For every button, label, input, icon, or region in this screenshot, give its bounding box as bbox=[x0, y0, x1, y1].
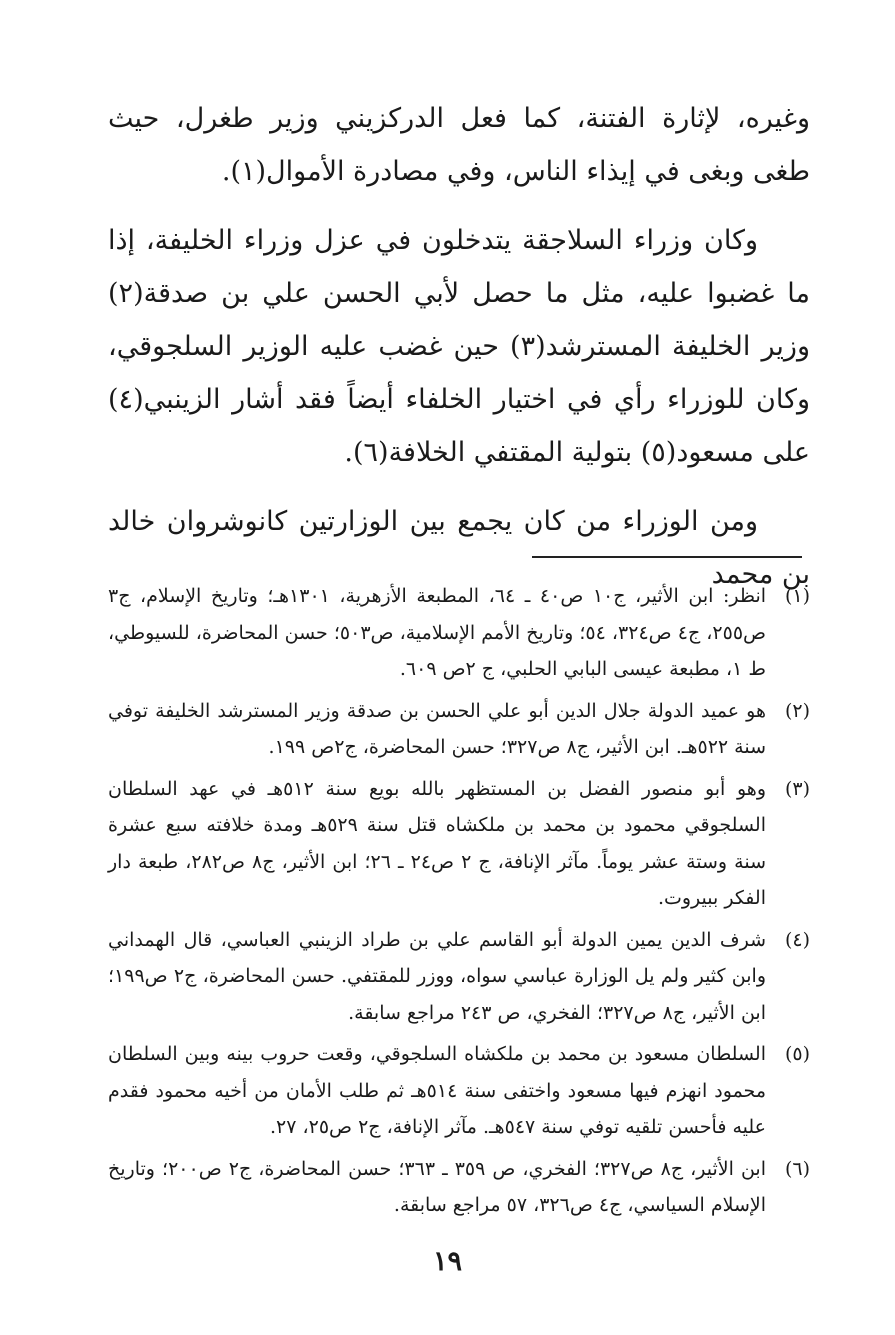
paragraph-3: ومن الوزراء من كان يجمع بين الوزارتين كانوشروان خالد بن محمد bbox=[108, 506, 810, 590]
footnote-1 bbox=[108, 578, 810, 688]
footnote-number: (٤) bbox=[784, 928, 810, 951]
paragraph-1: وغيره، لإثارة الفتنة، كما فعل الدركزيني وزير طغرل، حيث طغى وبغى في إيذاء الناس، وفي مصادرة الأموال(١). bbox=[108, 103, 810, 187]
footnote-3 bbox=[108, 771, 810, 917]
footnote-number: (٦) bbox=[784, 1157, 810, 1180]
footnote-number: (٢) bbox=[784, 699, 810, 722]
footnote-number: (٥) bbox=[784, 1043, 810, 1065]
footnote-text: هو عميد الدولة جلال الدين أبو علي الحسن بن صدقة وزير المسترشد الخليفة توفي سنة ٥٢٢هـ. ابن الأثير، ج٨ ص٣٢٧؛ حسن المحاضرة، ج٢ص ١٩٩. bbox=[108, 699, 766, 758]
footnote-number: (٣) bbox=[784, 777, 810, 800]
footnote-5 bbox=[108, 1036, 810, 1146]
footnotes bbox=[108, 578, 810, 1229]
footnote-2 bbox=[108, 693, 810, 766]
footnote-4 bbox=[108, 922, 810, 1032]
page-number: ١٩ bbox=[432, 1246, 462, 1277]
footnote-number: (١) bbox=[784, 585, 810, 607]
footnote-text: وهو أبو منصور الفضل بن المستظهر بالله بويع سنة ٥١٢هـ في عهد السلطان السلجوقي محمود بن محمد بن ملكشاه قتل سنة ٥٢٩هـ ومدة خلافته سبع عشرة سنة وستة عشر يوماً. مآثر الإنافة، ج ٢ ص٢٤ ـ ٢٦؛ ابن الأثير، ج٨ ص٢٨٢، طبعة دار الفكر ببيروت. bbox=[108, 777, 766, 909]
footnote-text: السلطان مسعود بن محمد بن ملكشاه السلجوقي، وقعت حروب بينه وبين السلطان محمود انهزم فيها مسعود واختفى سنة ٥١٤هـ ثم طلب الأمان من أخيه محمود فقدم عليه فأحسن تلقيه توفي سنة ٥٤٧هـ. مآثر الإنافة، ج٢ ص٢٥، ٢٧. bbox=[108, 1043, 766, 1138]
footnote-6 bbox=[108, 1151, 810, 1224]
main-text bbox=[108, 92, 810, 617]
paragraph-2: وكان وزراء السلاجقة يتدخلون في عزل وزراء الخليفة، إذا ما غضبوا عليه، مثل ما حصل لأبي الحسن علي بن صدقة(٢) وزير الخليفة المسترشد(٣) حين غضب عليه الوزير السلجوقي، وكان للوزراء رأي في اختيار الخلفاء أيضاً فقد أشار الزينبي(٤) على مسعود(٥) بتولية المقتفي الخلافة(٦). bbox=[108, 225, 810, 468]
footnote-separator bbox=[532, 556, 802, 558]
footnote-text: انظر: ابن الأثير، ج١٠ ص٤٠ ـ ٦٤، المطبعة الأزهرية، ١٣٠١هـ؛ وتاريخ الإسلام، ج٣ ص٢٥٥، ج٤ ص٣٢٤، ٥٤؛ وتاريخ الأمم الإسلامية، ص٥٠٣؛ حسن المحاضرة، للسيوطي، ط ١، مطبعة عيسى البابي الحلبي، ج ٢ص ٦٠٩. bbox=[108, 585, 767, 680]
footnote-text: شرف الدين يمين الدولة أبو القاسم علي بن طراد الزينبي العباسي، قال الهمداني وابن كثير ولم يل الوزارة عباسي سواه، ووزر للمقتفي. حسن المحاضرة، ج٢ ص١٩٩؛ ابن الأثير، ج٨ ص٣٢٧؛ الفخري، ص ٢٤٣ مراجع سابقة. bbox=[108, 928, 767, 1024]
footnote-text: ابن الأثير، ج٨ ص٣٢٧؛ الفخري، ص ٣٥٩ ـ ٣٦٣؛ حسن المحاضرة، ج٢ ص٢٠٠؛ وتاريخ الإسلام السياسي، ج٤ ص٣٢٦، ٥٧ مراجع سابقة. bbox=[108, 1157, 767, 1216]
